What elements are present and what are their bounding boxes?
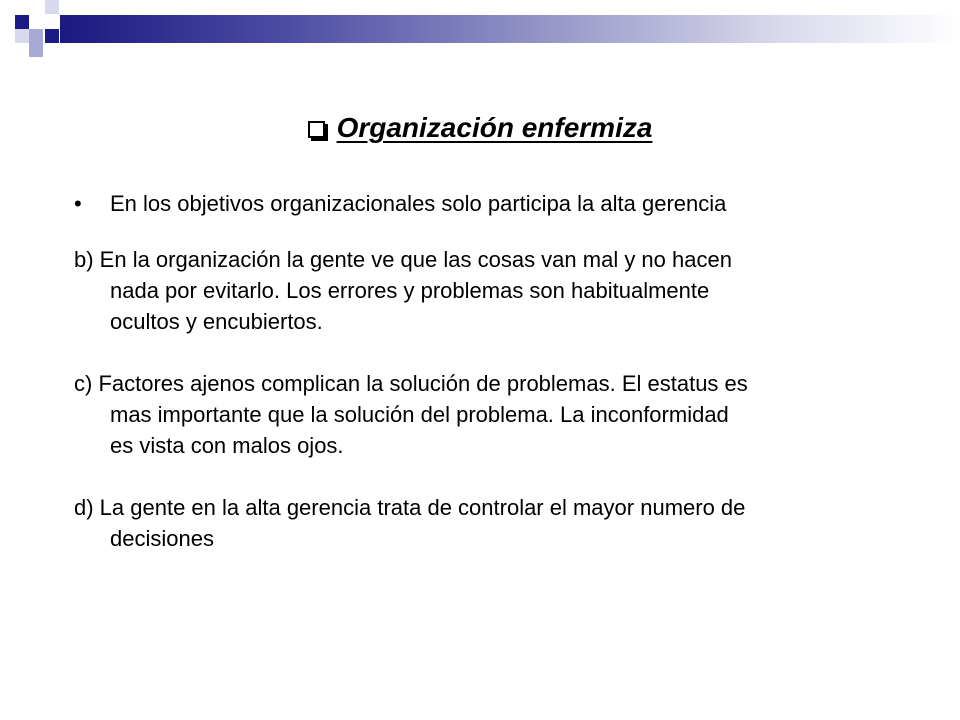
slide-body <box>74 188 914 585</box>
deco-square <box>29 43 43 57</box>
bullet-item-text: En los objetivos organizacionales solo participa la alta gerencia <box>110 191 727 216</box>
paragraph-line: c) Factores ajenos complican la solución de problemas. El estatus es <box>74 371 748 396</box>
paragraph-line: decisiones <box>110 526 214 551</box>
slide-header-decoration <box>0 0 960 60</box>
paragraph-line: mas importante que la solución del problema. La inconformidad <box>110 402 729 427</box>
paragraph-line: d) La gente en la alta gerencia trata de controlar el mayor numero de <box>74 495 746 520</box>
paragraph-line: b) En la organización la gente ve que las cosas van mal y no hacen <box>74 247 732 272</box>
bullet-dot-icon: • <box>74 191 82 216</box>
paragraph-line: nada por evitarlo. Los errores y problemas son habitualmente <box>110 278 710 303</box>
paragraph-b <box>74 244 914 337</box>
deco-gradient-bar <box>60 15 960 43</box>
paragraph-line: es vista con malos ojos. <box>110 433 344 458</box>
deco-square <box>29 29 43 43</box>
deco-square <box>45 29 59 43</box>
checkbox-bullet-icon <box>308 121 325 138</box>
deco-square <box>15 29 29 43</box>
slide-title <box>0 108 960 148</box>
paragraph-d <box>74 492 914 554</box>
paragraph-c <box>74 368 914 461</box>
title-text: Organización enfermiza <box>336 112 653 143</box>
paragraph-line: ocultos y encubiertos. <box>110 309 323 334</box>
bullet-item <box>74 188 914 219</box>
deco-square <box>45 0 59 14</box>
deco-square <box>15 15 29 29</box>
